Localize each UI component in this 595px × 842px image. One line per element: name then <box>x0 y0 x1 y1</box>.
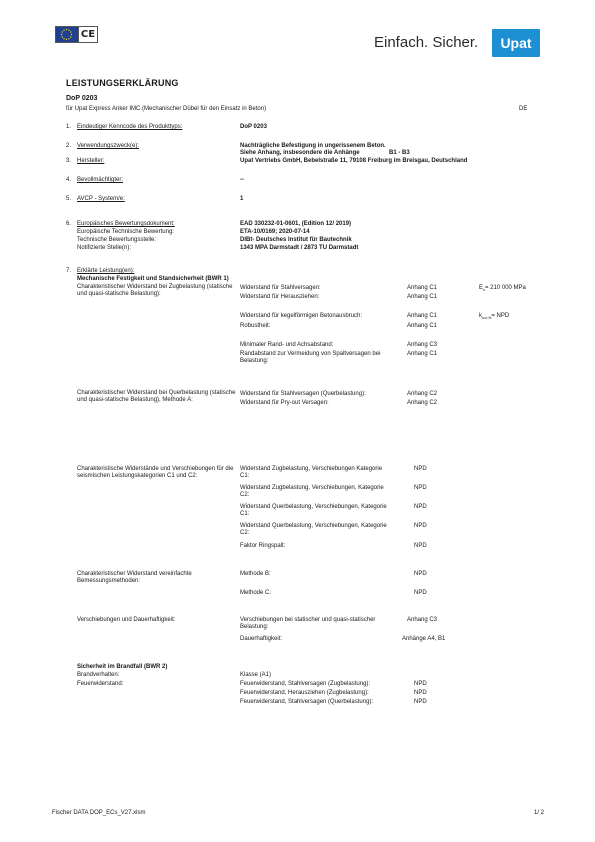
item-4-number: 4. <box>66 177 72 183</box>
displacement-label: Verschiebungen und Dauerhaftigkeit: <box>77 617 176 623</box>
displacement-ref: Anhänge A4, B1 <box>402 636 446 642</box>
tension-ref: Anhang C1 <box>407 294 438 300</box>
slogan: Einfach. Sicher. <box>374 34 479 51</box>
item-2-value-2: Siehe Anhang, insbesondere die Anhänge <box>240 150 360 156</box>
seismic-ref: NPD <box>414 466 427 472</box>
eu-flag-logo <box>55 26 79 43</box>
item-3-number: 3. <box>66 158 72 164</box>
tension-desc: Randabstand zur Vermeidung von Spaltversagen bei Belastung: <box>240 351 381 364</box>
displacement-desc: Verschiebungen bei statischer und quasi-statischer Belastung: <box>240 617 376 630</box>
tension-desc: Widerstand für Stahlversagen: <box>240 285 321 291</box>
seismic-ref: NPD <box>414 485 427 491</box>
upat-logo: Upat <box>492 29 540 57</box>
shear-label: Charakteristischer Widerstand bei Querbelastung (statische und quasi-statische Belastung), Methode A: <box>77 390 236 403</box>
item-6-value-2: ETA-10/0169; 2020-07-14 <box>240 229 310 235</box>
tension-ref: Anhang C1 <box>407 323 438 329</box>
item-3-label: Hersteller: <box>77 158 105 164</box>
item-6-label-3: Technische Bewertungsstelle: <box>77 237 157 243</box>
shear-ref: Anhang C2 <box>407 400 438 406</box>
item-3-value: Upat Vertriebs GmbH, Bebelstraße 11, 79108 Freiburg im Breisgau, Deutschland <box>240 158 468 164</box>
seismic-desc: Widerstand Zugbelastung, Verschiebungen Kategorie C1: <box>240 466 383 479</box>
fire-desc: Feuerwiderstand, Herausziehen (Zugbelastung): <box>240 690 369 696</box>
item-6-number: 6. <box>66 221 72 227</box>
item-5-label: AVCP - System/e: <box>77 196 125 202</box>
item-2-label: Verwendungszweck(e): <box>77 143 140 149</box>
fire-ref: NPD <box>414 681 427 687</box>
seismic-desc: Widerstand Querbelastung, Verschiebungen, Kategorie C1: <box>240 504 387 517</box>
item-1-label: Eindeutiger Kenncode des Produkttyps: <box>77 124 183 130</box>
displacement-desc: Dauerhaftigkeit: <box>240 636 283 642</box>
shear-desc: Widerstand für Stahlversagen (Querbelastung): <box>240 391 366 397</box>
shear-ref: Anhang C2 <box>407 391 438 397</box>
es-value: $E_s= 210$ 000 MPa <box>479 285 526 293</box>
footer-filename: Fischer DATA DOP_ECs_V27.xlsm <box>52 810 146 816</box>
fire-desc: Feuerwiderstand, Stahlversagen (Querbelastung): <box>240 699 374 705</box>
simplified-desc: Methode B: <box>240 571 271 577</box>
item-6-value-4: 1343 MPA Darmstadt / 2873 TU Darmstadt <box>240 245 359 251</box>
tension-desc: Widerstand für Herausziehen: <box>240 294 320 300</box>
tension-desc: Minimaler Rand- und Achsabstand: <box>240 342 334 348</box>
seismic-ref: NPD <box>414 504 427 510</box>
tension-label: Charakteristischer Widerstand bei Zugbelastung (statische und quasi-statische Belastung): <box>77 284 233 297</box>
fire-ref: NPD <box>414 699 427 705</box>
reaction-value: Klasse (A1) <box>240 672 272 678</box>
item-2-value-1: Nachträgliche Befestigung in ungerissenem Beton. <box>240 143 386 149</box>
seismic-desc: Widerstand Querbelastung, Verschiebungen, Kategorie C2: <box>240 523 387 536</box>
item-5-value: 1 <box>240 196 244 202</box>
simplified-label: Charakteristischer Widerstand vereinfachte Bemessungsmethoden: <box>77 571 192 584</box>
tension-ref: Anhang C1 <box>407 351 438 357</box>
ce-mark-logo: CE <box>78 26 98 43</box>
seismic-label: Charakteristische Widerstände und Verschiebungen für die seismischen Leistungskategorien C1 und C2: <box>77 466 234 479</box>
page-number: 1/ 2 <box>534 810 545 816</box>
item-7-number: 7. <box>66 268 72 274</box>
kucr-value: $k_{ucr,N}=$ NPD <box>479 313 510 321</box>
tension-ref: Anhang C1 <box>407 285 438 291</box>
simplified-desc: Methode C: <box>240 590 272 596</box>
item-6-label-2: Europäische Technische Bewertung: <box>77 229 174 235</box>
bwr2-heading: Sicherheit im Brandfall (BWR 2) <box>77 664 168 670</box>
seismic-desc: Widerstand Zugbelastung, Verschiebungen, Kategorie C2: <box>240 485 384 498</box>
language-code: DE <box>519 106 528 112</box>
item-6-label-4: Notifizierte Stelle(n): <box>77 245 132 251</box>
seismic-ref: NPD <box>414 543 427 549</box>
item-7-label: Erklärte Leistung(en): <box>77 268 135 274</box>
page-title: LEISTUNGSERKLÄRUNG <box>66 78 179 88</box>
seismic-desc: Faktor Ringspalt: <box>240 543 286 549</box>
product-subtitle: für Upat Express Anker IMC (Mechanischer Dübel für den Einsatz in Beton) <box>66 106 267 112</box>
fire-desc: Feuerwiderstand, Stahlversagen (Zugbelastung): <box>240 681 371 687</box>
item-4-value: -- <box>240 177 244 183</box>
bwr1-heading: Mechanische Festigkeit und Standsicherheit (BWR 1) <box>77 276 229 282</box>
fire-ref: NPD <box>414 690 427 696</box>
fire-label: Feuerwiderstand: <box>77 681 124 687</box>
item-1-value: DoP 0203 <box>240 124 267 130</box>
item-4-label: Bevollmächtigter: <box>77 177 124 183</box>
reaction-label: Brandverhalten: <box>77 672 120 678</box>
tension-ref: Anhang C1 <box>407 313 438 319</box>
simplified-ref: NPD <box>414 590 427 596</box>
tension-desc: Widerstand für kegelförmigen Betonausbruch: <box>240 313 363 319</box>
item-2-annex-ref: B1 - B3 <box>389 150 410 156</box>
item-6-value-3: DIBt- Deutsches Institut für Bautechnik <box>240 237 352 243</box>
shear-desc: Widerstand für Pry-out Versagen: <box>240 400 329 406</box>
seismic-ref: NPD <box>414 523 427 529</box>
eu-stars-icon <box>60 28 73 41</box>
tension-ref: Anhang C3 <box>407 342 438 348</box>
item-2-number: 2. <box>66 143 72 149</box>
item-1-number: 1. <box>66 124 72 130</box>
dop-number: DoP 0203 <box>66 95 98 102</box>
displacement-ref: Anhang C3 <box>407 617 438 623</box>
simplified-ref: NPD <box>414 571 427 577</box>
tension-desc: Robustheit: <box>240 323 271 329</box>
item-5-number: 5. <box>66 196 72 202</box>
item-6-value-1: EAD 330232-01-0601, (Edition 12/ 2019) <box>240 221 352 227</box>
item-6-label-1: Europäisches Bewertungsdokument: <box>77 221 175 227</box>
